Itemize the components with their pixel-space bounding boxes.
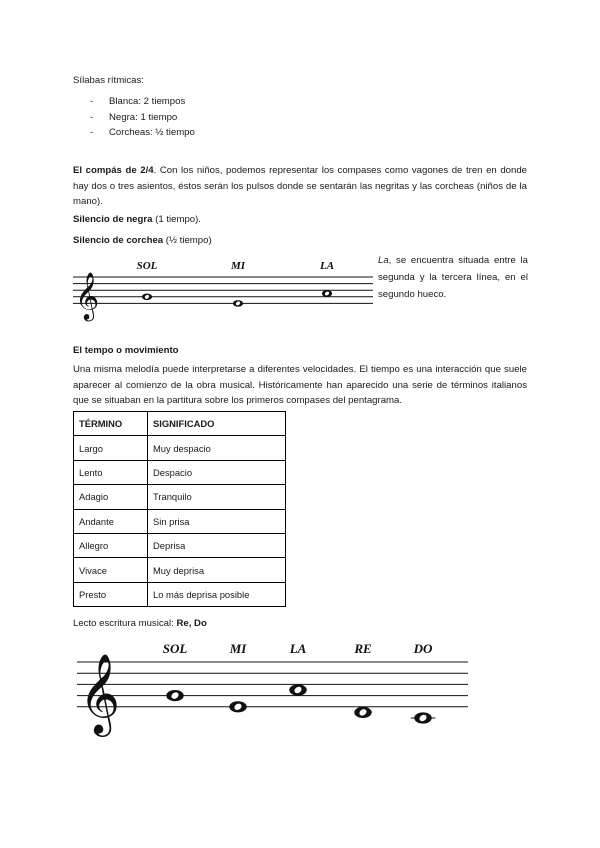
compas-lead: El compás de 2/4 [73, 165, 154, 176]
header-significado: SIGNIFICADO [148, 412, 286, 436]
silencio-negra: Silencio de negra (1 tiempo). [73, 214, 201, 225]
tempo-heading: El tempo o movimiento [73, 345, 179, 356]
note-label: DO [413, 641, 433, 656]
note-label: MI [230, 260, 246, 272]
note-label: LA [319, 260, 335, 272]
whole-note [414, 712, 431, 723]
note-label: MI [229, 641, 247, 656]
list-item: - Corcheas: ½ tiempo [90, 127, 195, 139]
tempo-paragraph: Una misma melodía puede interpretarse a diferentes velocidades. El tiempo es una interacción que suele aparecer al comienzo de la obra musical. Históricamente han aparecido una serie de términos italianos que se situaban en la partitura sobre los primeros compases del pentagrama. [73, 364, 527, 407]
meaning-cell: Lo más deprisa posible [148, 582, 286, 606]
note-label: LA [289, 641, 307, 656]
meaning-cell: Muy deprisa [148, 558, 286, 582]
term-cell: Vivace [74, 558, 148, 582]
term-cell: Andante [74, 509, 148, 533]
treble-clef-icon: 𝄞 [79, 655, 121, 733]
whole-note [354, 707, 371, 718]
list-item: - Negra: 1 tiempo [90, 111, 178, 123]
silencio-corchea: Silencio de corchea (½ tiempo) [73, 235, 212, 246]
term-cell: Lento [74, 460, 148, 484]
header-termino: TÉRMINO [74, 412, 148, 436]
meaning-cell: Muy despacio [148, 436, 286, 460]
rhythmic-syllables-intro: Sílabas rítmicas: [73, 75, 144, 86]
note-label: SOL [136, 260, 158, 272]
term-cell: Largo [74, 436, 148, 460]
term-cell: Allegro [74, 533, 148, 557]
whole-note [289, 684, 306, 695]
term-cell: Adagio [74, 485, 148, 509]
meaning-cell: Tranquilo [148, 485, 286, 509]
meaning-cell: Deprisa [148, 533, 286, 557]
treble-clef-icon: 𝄞 [75, 273, 100, 319]
term-cell: Presto [74, 582, 148, 606]
note-label: SOL [162, 641, 188, 656]
la-note-description: La, se encuentra situada entre la segunda y la tercera línea, en el segundo hueco. [378, 255, 528, 300]
whole-note [229, 701, 246, 712]
compas-paragraph: El compás de 2/4. Con los niños, podemos representar los compases como vagones de tren en donde hay dos o tres asientos, éstos serán los pulsos donde se sentarán las negritas y las corcheas (niños de la mano). [73, 165, 527, 208]
meaning-cell: Sin prisa [148, 509, 286, 533]
note-label: RE [354, 641, 372, 656]
lecto-escritura-label: Lecto escritura musical: Re, Do [73, 618, 207, 629]
list-item: - Blanca: 2 tiempos [90, 96, 186, 107]
whole-note [166, 690, 183, 701]
meaning-cell: Despacio [148, 460, 286, 484]
